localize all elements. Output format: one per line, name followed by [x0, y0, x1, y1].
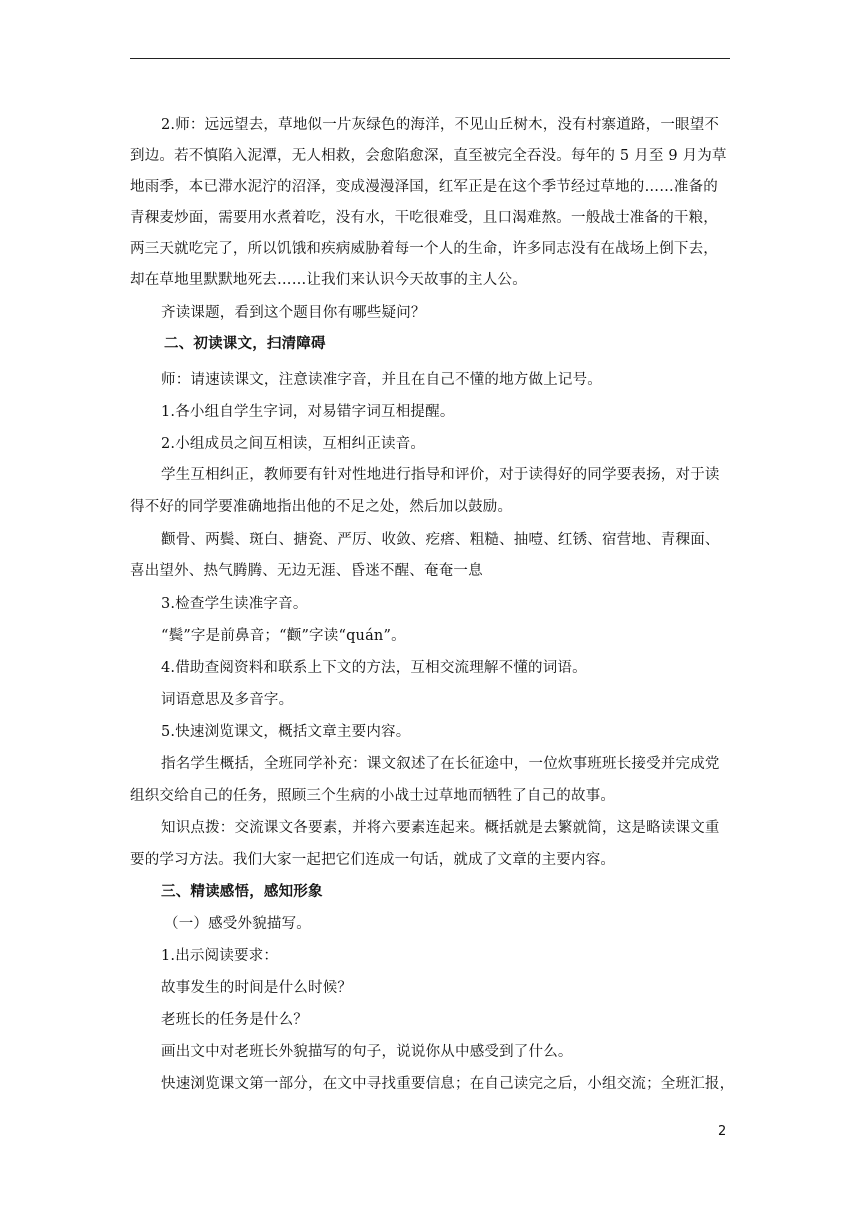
body-line: 要的学习方法。我们大家一起把它们连成一句话，就成了文章的主要内容。	[130, 852, 616, 868]
body-line: 故事发生的时间是什么时候？	[161, 980, 353, 996]
body-line: 两三天就吃完了，所以饥饿和疾病威胁着每一个人的生命，许多同志没有在战场上倒下去，	[130, 241, 718, 257]
body-line: 喜出望外、热气腾腾、无边无涯、昏迷不醒、奄奄一息	[130, 563, 483, 579]
body-line: 4.借助查阅资料和联系上下文的方法，互相交流理解不懂的词语。	[161, 660, 587, 676]
body-line: 却在草地里默默地死去……让我们来认识今天故事的主人公。	[130, 272, 527, 288]
body-line: 老班长的任务是什么？	[161, 1012, 308, 1028]
body-line: 师：请速读课文，注意读准字音，并且在自己不懂的地方做上记号。	[161, 372, 602, 388]
page-number: 2	[718, 1124, 727, 1139]
section-heading: 二、初读课文，扫清障碍	[164, 335, 326, 352]
body-line: 3.检查学生读准字音。	[161, 596, 308, 612]
body-line: 到边。若不慎陷入泥潭，无人相救，会愈陷愈深，直至被完全吞没。每年的 5 月至 9 月为草	[130, 148, 727, 164]
body-line: 5.快速浏览课文，概括文章主要内容。	[161, 724, 411, 740]
section-heading: 三、精读感悟，感知形象	[161, 883, 323, 900]
body-line: 组织交给自己的任务，照顾三个生病的小战士过草地而牺牲了自己的故事。	[130, 788, 616, 804]
body-line: 2.师：远远望去，草地似一片灰绿色的海洋，不见山丘树木，没有村寨道路，一眼望不	[161, 117, 720, 133]
body-line: 1.出示阅读要求：	[161, 948, 279, 964]
body-line: 快速浏览课文第一部分，在文中寻找重要信息；在自己读完之后，小组交流；全班汇报，	[161, 1076, 735, 1092]
body-line: 画出文中对老班长外貌描写的句子，说说你从中感受到了什么。	[161, 1044, 573, 1060]
body-line: 青稞麦炒面，需要用水煮着吃，没有水，干吃很难受，且口渴难熬。一般战士准备的干粮，	[130, 210, 718, 226]
body-line: 1.各小组自学生字词，对易错字词互相提醒。	[161, 404, 455, 420]
body-line: 得不好的同学要准确地指出他的不足之处，然后加以鼓励。	[130, 499, 513, 515]
body-line: 颧骨、两鬓、斑白、搪瓷、严厉、收敛、疙瘩、粗糙、抽噎、红锈、宿营地、青稞面、	[161, 532, 720, 548]
body-line: 齐读课题，看到这个题目你有哪些疑问？	[161, 305, 426, 321]
body-line: 指名学生概括，全班同学补充：课文叙述了在长征途中，一位炊事班班长接受并完成党	[161, 756, 720, 772]
body-line: 地雨季，本已滞水泥泞的沼泽，变成漫漫泽国，红军正是在这个季节经过草地的……准备的	[130, 179, 718, 195]
body-line: 知识点拨：交流课文各要素，并将六要素连起来。概括就是去繁就简，这是略读课文重	[161, 820, 720, 836]
body-line: 2.小组成员之间互相读，互相纠正读音。	[161, 436, 426, 452]
sub-heading: （一）感受外貌描写。	[164, 916, 311, 932]
body-line: “鬓”字是前鼻音；“颧”字读“quán”。	[161, 628, 406, 644]
body-line: 学生互相纠正，教师要有针对性地进行指导和评价，对于读得好的同学要表扬，对于读	[161, 467, 720, 483]
body-line: 词语意思及多音字。	[161, 692, 294, 708]
header-rule	[130, 58, 730, 59]
